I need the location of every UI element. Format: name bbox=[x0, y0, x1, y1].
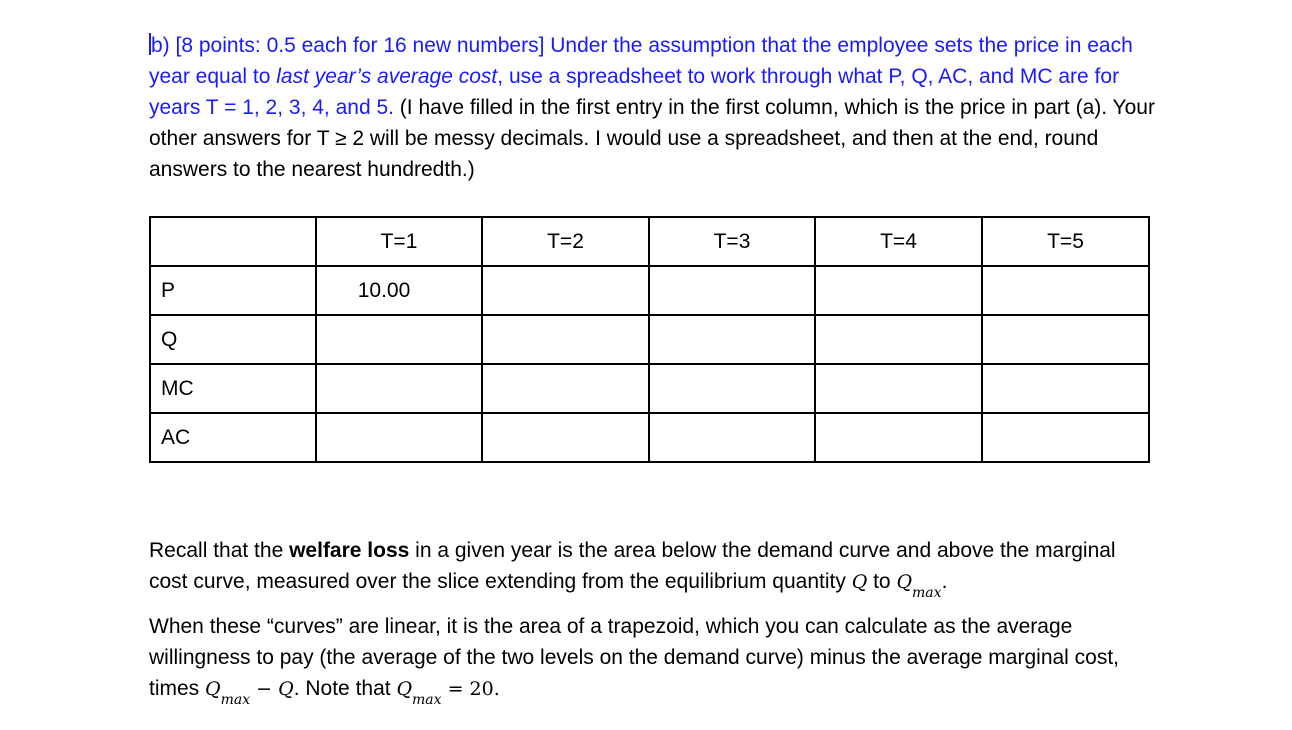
question-text-1: Under the assumption that the employee sets the price in each year equal to bbox=[149, 34, 1133, 88]
part-b-question bbox=[149, 30, 1159, 185]
value-cell[interactable] bbox=[649, 364, 815, 413]
value-cell[interactable] bbox=[815, 364, 982, 413]
header-cell: T=5 bbox=[982, 217, 1149, 266]
value-cell[interactable] bbox=[982, 364, 1149, 413]
value-cell[interactable] bbox=[649, 413, 815, 462]
answer-table bbox=[149, 216, 1150, 463]
table-header-row bbox=[150, 217, 1149, 266]
welfare-to: to bbox=[867, 570, 897, 593]
row-label-cell: AC bbox=[150, 413, 316, 462]
welfare-loss-paragraph bbox=[149, 535, 1159, 707]
table-row bbox=[150, 315, 1149, 364]
header-corner-cell bbox=[150, 217, 316, 266]
math-q-max: Q bbox=[896, 571, 913, 593]
value-cell[interactable] bbox=[982, 413, 1149, 462]
math-q-max-3: Q bbox=[396, 678, 413, 700]
value-cell[interactable] bbox=[482, 413, 649, 462]
row-label-cell: Q bbox=[150, 315, 316, 364]
math-q: Q bbox=[851, 571, 868, 593]
math-q-max-2: Q bbox=[205, 678, 221, 700]
math-equals-20: = 20. bbox=[441, 678, 500, 700]
paragraph-gap bbox=[149, 600, 1159, 611]
header-cell: T=2 bbox=[482, 217, 649, 266]
welfare-note: . Note that bbox=[293, 677, 397, 700]
question-text-2: , use a spreadsheet to work through what P, Q, AC, and MC are for years T = 1, 2, 3, 4, and 5. bbox=[149, 65, 1120, 119]
value-cell[interactable] bbox=[316, 413, 482, 462]
welfare-period: . bbox=[941, 570, 948, 593]
math-max-subscript-3: max bbox=[412, 692, 442, 708]
points-note: [8 points: 0.5 each for 16 new numbers] bbox=[175, 34, 545, 57]
value-cell[interactable] bbox=[482, 266, 649, 315]
header-cell: T=4 bbox=[815, 217, 982, 266]
welfare-text-1: Recall that the bbox=[149, 539, 290, 562]
math-max-subscript: max bbox=[912, 585, 942, 601]
question-text-3: (I have filled in the first entry in the first column, which is the price in part (a). Your other answers for T ≥ 2 will be messy decimals. I would use a spreadsheet, and then at the end, round answers to the nearest hundredth.) bbox=[149, 96, 1155, 181]
value-cell[interactable] bbox=[649, 266, 815, 315]
table-row bbox=[150, 266, 1149, 315]
header-cell: T=3 bbox=[649, 217, 815, 266]
value-cell[interactable] bbox=[815, 315, 982, 364]
row-label-cell: MC bbox=[150, 364, 316, 413]
welfare-text-2: in a given year is the area below the demand curve and above the marginal cost curve, measured over the slice extending from the equilibrium quantity bbox=[149, 539, 1116, 593]
table-row bbox=[150, 413, 1149, 462]
value-cell[interactable] bbox=[649, 315, 815, 364]
table-row bbox=[150, 364, 1149, 413]
question-emphasis: last year’s average cost bbox=[276, 65, 498, 88]
welfare-text-3: When these “curves” are linear, it is the area of a trapezoid, which you can calculate as the average willingness to pay (the average of the two levels on the demand curve) minus the average marginal cost, times bbox=[149, 615, 1120, 700]
math-max-subscript-2: max bbox=[220, 692, 251, 708]
math-q-2: Q bbox=[278, 678, 294, 700]
value-cell[interactable] bbox=[815, 413, 982, 462]
value-cell[interactable] bbox=[982, 266, 1149, 315]
value-cell[interactable] bbox=[316, 364, 482, 413]
row-label-cell: P bbox=[150, 266, 316, 315]
math-minus: − bbox=[250, 678, 279, 700]
value-cell[interactable] bbox=[482, 364, 649, 413]
part-label: b) bbox=[151, 34, 170, 57]
value-cell[interactable] bbox=[982, 315, 1149, 364]
value-cell[interactable] bbox=[316, 315, 482, 364]
header-cell: T=1 bbox=[316, 217, 482, 266]
value-cell[interactable] bbox=[815, 266, 982, 315]
value-cell[interactable] bbox=[482, 315, 649, 364]
welfare-bold: welfare loss bbox=[289, 539, 410, 562]
value-cell[interactable]: 10.00 bbox=[316, 266, 482, 315]
